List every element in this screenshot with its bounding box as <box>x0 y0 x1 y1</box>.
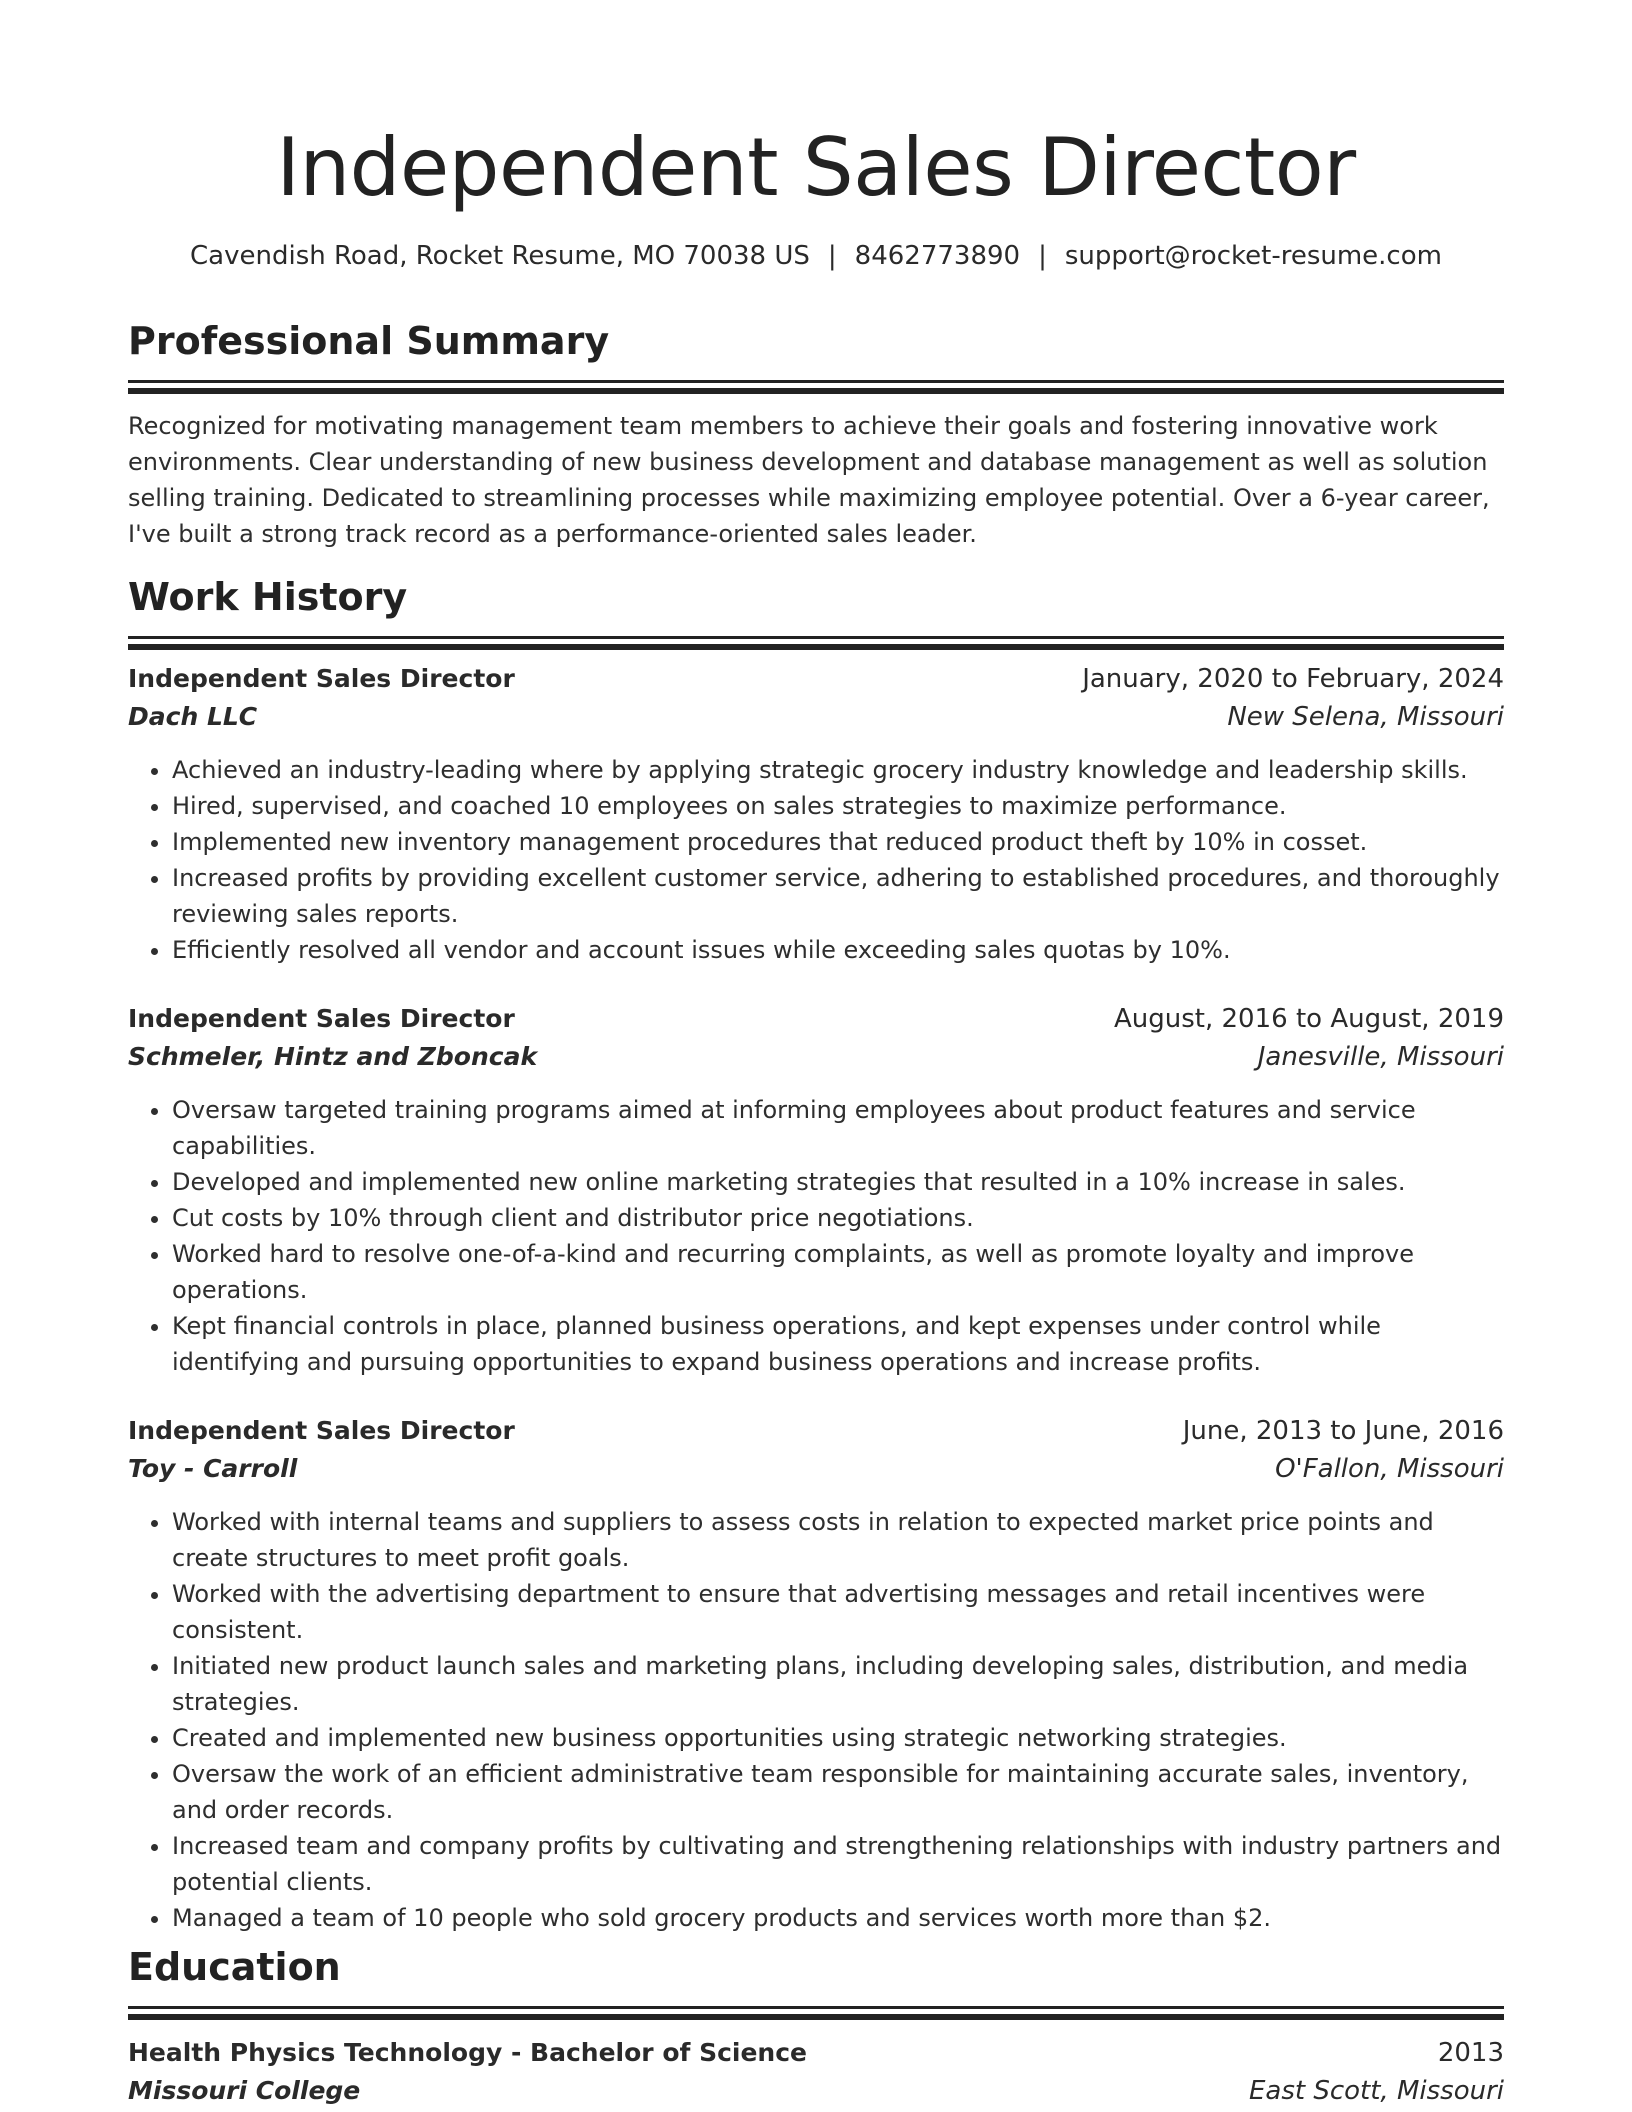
summary-heading: Professional Summary <box>128 319 610 363</box>
job-location: O'Fallon, Missouri <box>1275 1454 1504 1484</box>
job-dates: June, 2013 to June, 2016 <box>1182 1416 1504 1446</box>
education-year: 2013 <box>1437 2038 1504 2068</box>
education-degree: Health Physics Technology - Bachelor of Science <box>128 2038 807 2067</box>
job-location: Janesville, Missouri <box>1257 1042 1504 1072</box>
contact-phone: 8462773890 <box>854 241 1021 271</box>
section-divider-thick <box>128 388 1504 394</box>
list-item: • Managed a team of 10 people who sold grocery products and services worth more than $2. <box>172 1900 1504 1936</box>
contact-line <box>128 238 1504 274</box>
job-entry <box>128 660 1504 968</box>
contact-separator: | <box>827 241 837 271</box>
list-item: • Oversaw the work of an efficient administrative team responsible for maintaining accurate sales, inventory, and order records. <box>172 1756 1504 1828</box>
section-divider-thick <box>128 2014 1504 2020</box>
list-item: • Worked with internal teams and suppliers to assess costs in relation to expected market price points and create structures to meet profit goals. <box>172 1504 1504 1576</box>
list-item: • Kept financial controls in place, planned business operations, and kept expenses under control while identifying and pursuing opportunities to expand business operations and increase profits. <box>172 1308 1504 1380</box>
job-company: Schmeler, Hintz and Zboncak <box>128 1042 538 1071</box>
job-bullets <box>128 1092 1504 1380</box>
summary-text: Recognized for motivating management team members to achieve their goals and fostering innovative work environments. Clear understanding of new business development and database management as well as solution selling training. Dedicated to streamlining processes while maximizing employee potential. Over a 6-year career, I've built a strong track record as a performance-oriented sales leader. <box>128 412 1490 548</box>
job-bullets <box>128 752 1504 968</box>
list-item: • Hired, supervised, and coached 10 employees on sales strategies to maximize performance. <box>172 788 1504 824</box>
section-divider <box>128 636 1504 639</box>
list-item: • Achieved an industry-leading where by applying strategic grocery industry knowledge and leadership skills. <box>172 752 1504 788</box>
section-divider <box>128 2006 1504 2009</box>
education-school: Missouri College <box>128 2076 361 2105</box>
list-item: • Cut costs by 10% through client and distributor price negotiations. <box>172 1200 1504 1236</box>
job-dates: August, 2016 to August, 2019 <box>1114 1004 1504 1034</box>
list-item: • Increased team and company profits by cultivating and strengthening relationships with industry partners and potential clients. <box>172 1828 1504 1900</box>
education-location: East Scott, Missouri <box>1248 2076 1504 2106</box>
contact-separator: | <box>1038 241 1047 271</box>
section-divider-thick <box>128 644 1504 650</box>
list-item: • Increased profits by providing excellent customer service, adhering to established procedures, and thoroughly reviewing sales reports. <box>172 860 1504 932</box>
list-item: • Created and implemented new business opportunities using strategic networking strategies. <box>172 1720 1504 1756</box>
list-item: • Efficiently resolved all vendor and account issues while exceeding sales quotas by 10%. <box>172 932 1504 968</box>
job-title: Independent Sales Director <box>128 1416 515 1445</box>
job-entry <box>128 1412 1504 1936</box>
job-location: New Selena, Missouri <box>1227 702 1504 732</box>
contact-address: Cavendish Road, Rocket Resume, MO 70038 US <box>190 241 810 271</box>
list-item: • Initiated new product launch sales and marketing plans, including developing sales, distribution, and media strategies. <box>172 1648 1504 1720</box>
job-company: Toy - Carroll <box>128 1454 298 1483</box>
contact-email[interactable]: support@rocket-resume.com <box>1064 241 1442 271</box>
work-history-heading: Work History <box>128 575 408 619</box>
job-title: Independent Sales Director <box>128 1004 515 1033</box>
summary-section <box>128 316 1504 552</box>
list-item: • Worked with the advertising department to ensure that advertising messages and retail incentives were consistent. <box>172 1576 1504 1648</box>
section-divider <box>128 380 1504 383</box>
candidate-name: Independent Sales Director <box>276 121 1356 214</box>
work-history-section <box>128 572 1504 650</box>
list-item: • Worked hard to resolve one-of-a-kind and recurring complaints, as well as promote loyalty and improve operations. <box>172 1236 1504 1308</box>
education-heading: Education <box>128 1945 341 1989</box>
job-bullets <box>128 1504 1504 1936</box>
education-section <box>128 1942 1504 2110</box>
list-item: • Oversaw targeted training programs aimed at informing employees about product features and service capabilities. <box>172 1092 1504 1164</box>
job-company: Dach LLC <box>128 702 258 731</box>
list-item: • Implemented new inventory management procedures that reduced product theft by 10% in cosset. <box>172 824 1504 860</box>
job-title: Independent Sales Director <box>128 664 515 693</box>
list-item: • Developed and implemented new online marketing strategies that resulted in a 10% increase in sales. <box>172 1164 1504 1200</box>
job-entry <box>128 1000 1504 1380</box>
job-dates: January, 2020 to February, 2024 <box>1082 664 1504 694</box>
